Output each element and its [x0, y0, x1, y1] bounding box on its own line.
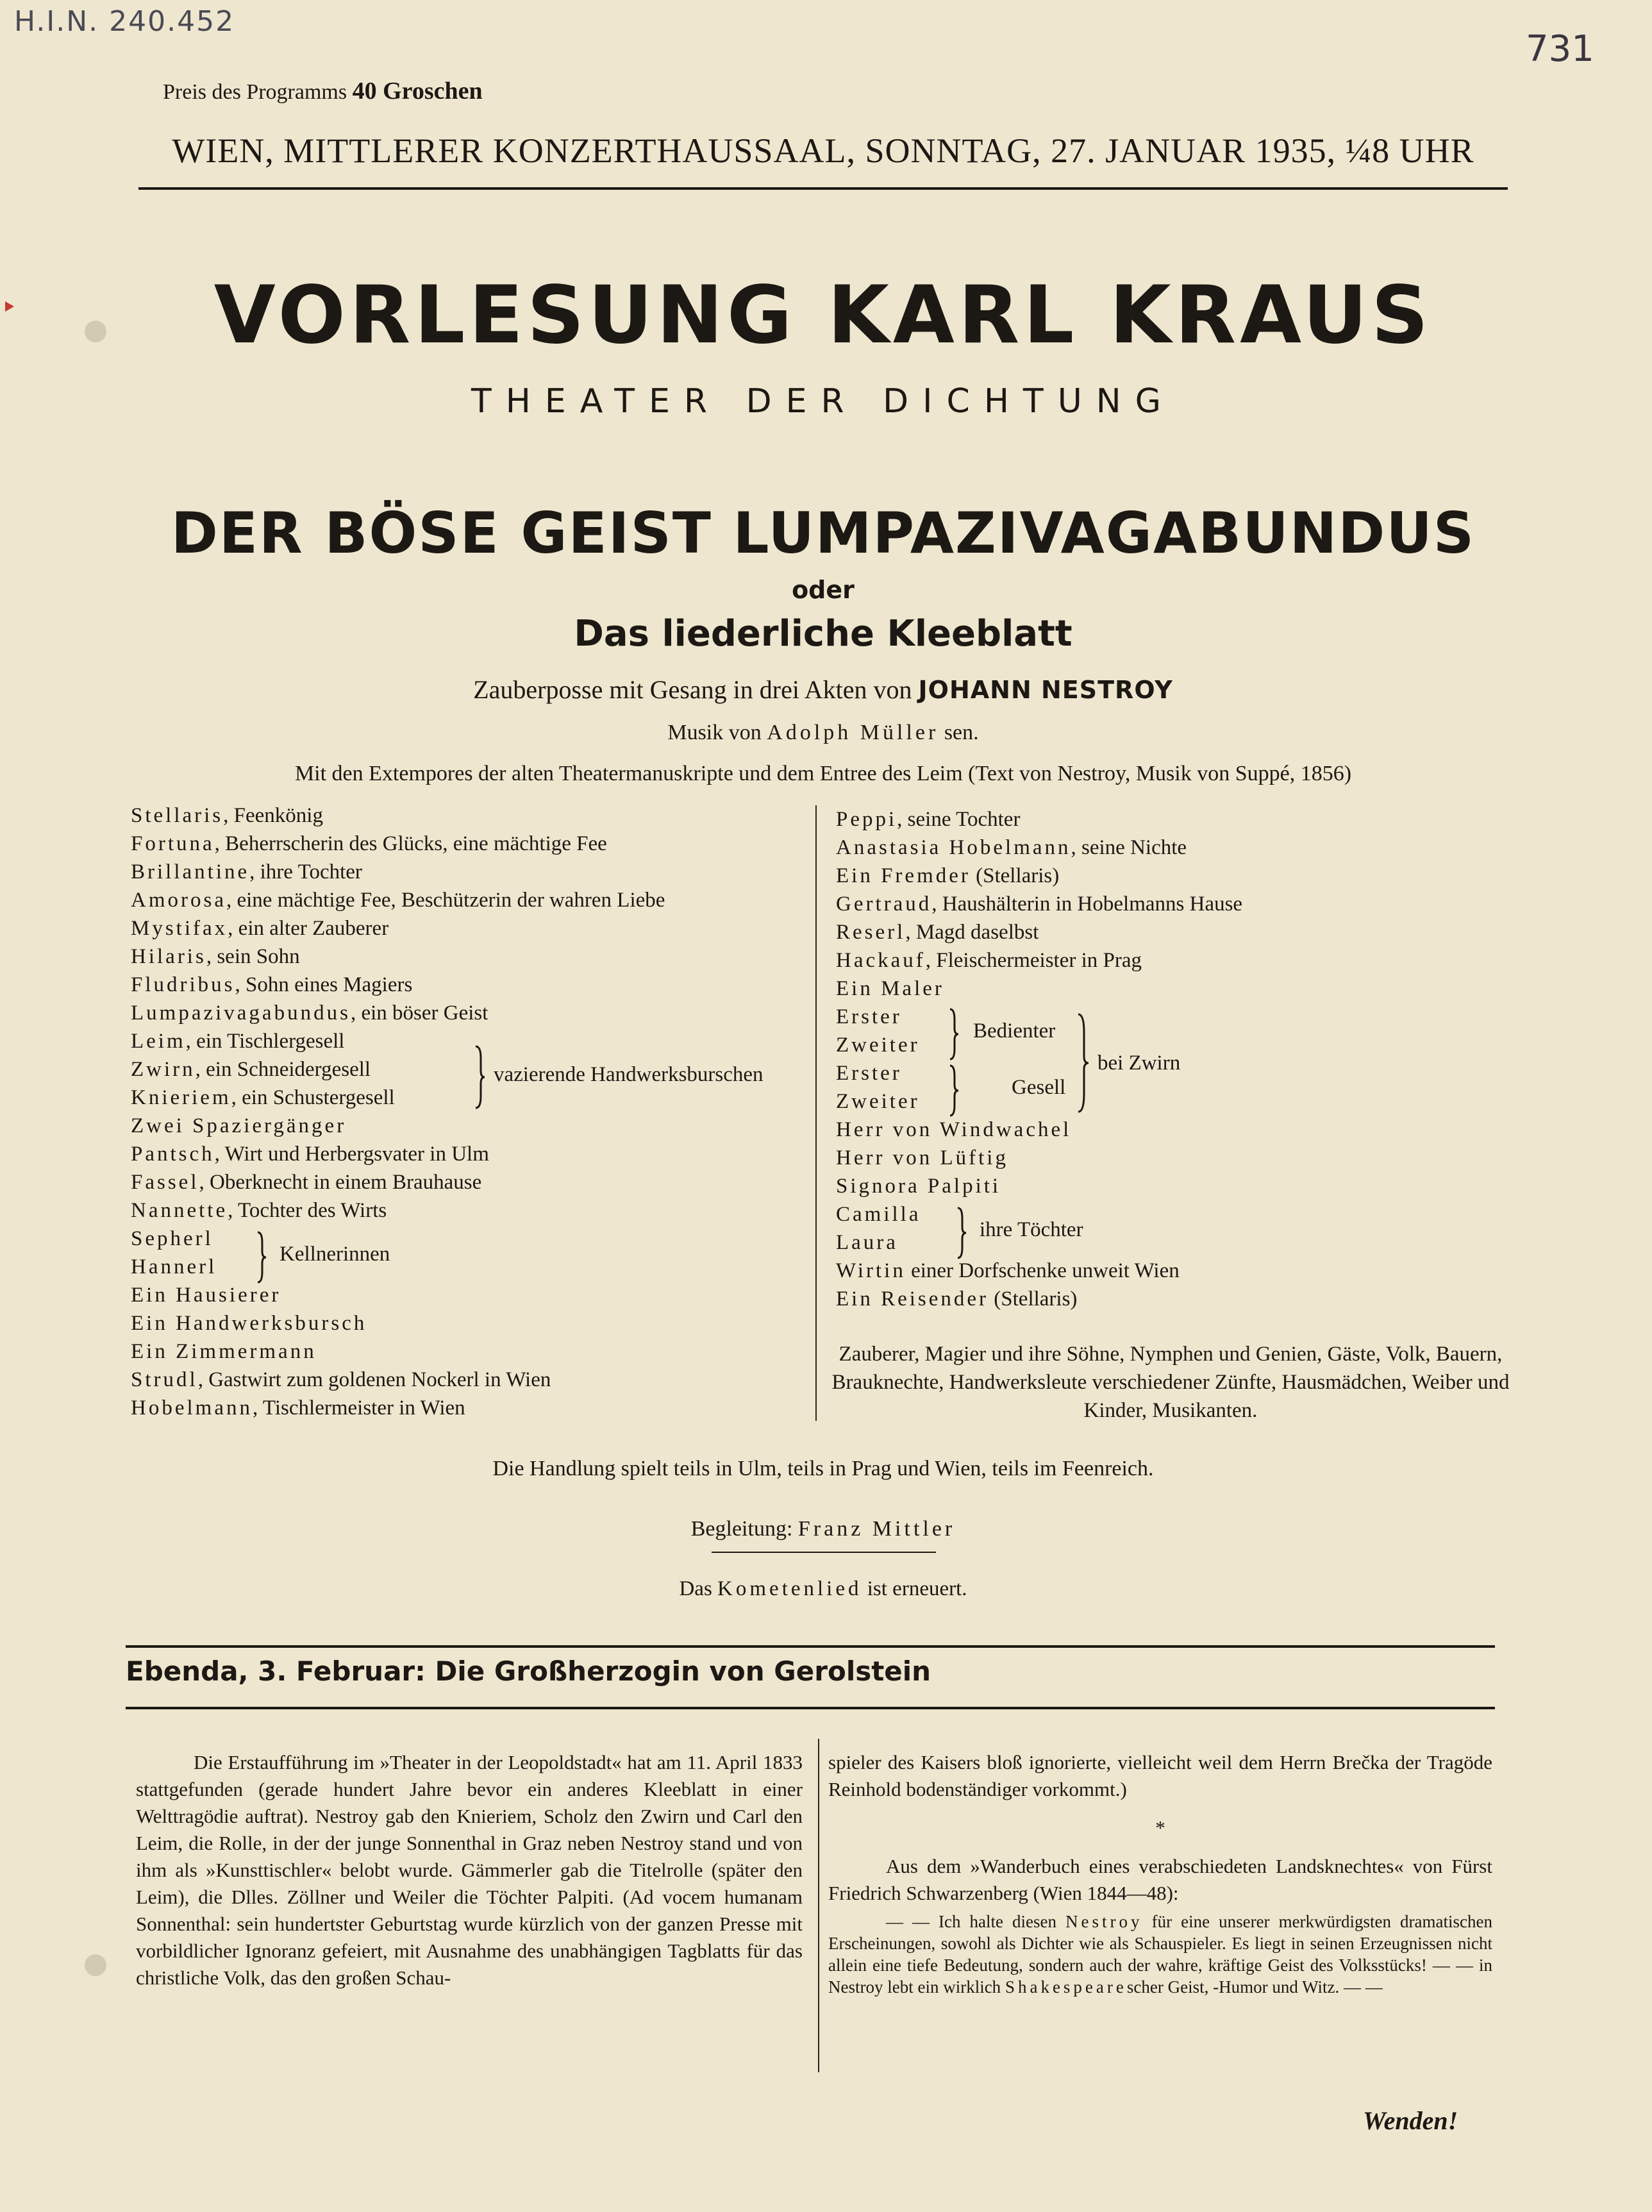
character-name: Ein Handwerksbursch [131, 1312, 367, 1335]
character-name: Amorosa [131, 889, 226, 912]
header-rule [138, 187, 1508, 190]
archive-shelfmark: H.I.N. 240.452 [14, 5, 235, 38]
character-role: , seine Tochter [897, 808, 1021, 831]
character-name: Ein Zimmermann [131, 1340, 317, 1363]
music-credit [138, 721, 1508, 745]
cast-entry [836, 862, 1242, 890]
character-role: , Feenkönig [223, 804, 323, 827]
cast-entry [131, 1084, 665, 1112]
character-role: , ein Tischlergesell [185, 1030, 345, 1053]
character-role: , ein alter Zauberer [228, 917, 389, 940]
section-rule [126, 1645, 1495, 1648]
character-name: Strudl [131, 1368, 198, 1391]
brace-at-zwirn [1077, 1013, 1089, 1113]
cast-entry [836, 1257, 1242, 1285]
price-value: 40 Groschen [352, 78, 483, 105]
group-daughters: ihre Töchter [980, 1218, 1083, 1241]
venue-line: WIEN, MITTLERER KONZERTHAUSSAAL, SONNTAG, 27. JANUAR 1935, ¼8 UHR [172, 131, 1474, 170]
character-role: einer Dorfschenke unweit Wien [905, 1259, 1180, 1282]
comet-word: Kometenlied [717, 1577, 862, 1600]
character-name: Lumpazivagabundus [131, 1001, 351, 1025]
quote-text [828, 1911, 1492, 1998]
cast-entry [131, 1337, 665, 1366]
character-role: , ein böser Geist [350, 1001, 488, 1025]
character-name: Wirtin [836, 1259, 906, 1282]
composer-suffix: sen. [944, 721, 979, 744]
group-waitresses: Kellnerinnen [280, 1243, 390, 1266]
character-name: Stellaris [131, 804, 224, 827]
character-role: (Stellaris) [989, 1287, 1078, 1311]
cast-entry [836, 805, 1242, 834]
character-name: Hilaris [131, 945, 206, 968]
cast-entry [131, 1196, 665, 1225]
turn-over-note: Wenden! [1363, 2106, 1458, 2135]
comet-prefix: Das [679, 1577, 712, 1600]
ensemble-list: Zauberer, Magier und ihre Söhne, Nymphen und Genien, Gäste, Volk, Bauern, Brauknechte, Handwerksleute verschiedener Zünfte, Hausmädchen, Weiber und Kinder, Musikanten. [831, 1343, 1510, 1422]
cast-entry [836, 1285, 1242, 1313]
play-subtitle: Das liederliche Kleeblatt [574, 613, 1072, 655]
character-name: Peppi [836, 808, 897, 831]
character-name: Fortuna [131, 832, 215, 855]
character-name: Ein Maler [836, 977, 944, 1000]
character-name: Anastasia Hobelmann [836, 836, 1071, 859]
character-name: Signora Palpiti [836, 1175, 1001, 1198]
character-role: , Tochter des Wirts [228, 1199, 387, 1222]
composer-name: Adolph Müller [767, 721, 939, 744]
character-name: Mystifax [131, 917, 228, 940]
cast-entry [836, 975, 1242, 1003]
character-name: Zweiter [836, 1034, 920, 1057]
series-title: THEATER DER DICHTUNG [471, 382, 1175, 421]
character-role: , seine Nichte [1071, 836, 1187, 859]
character-role: , sein Sohn [206, 945, 300, 968]
section-rule [126, 1707, 1495, 1709]
cast-entry [131, 971, 665, 999]
character-name: Camilla [836, 1203, 921, 1226]
next-event: Ebenda, 3. Februar: Die Großherzogin von Gerolstein [126, 1655, 931, 1687]
character-name: Herr von Windwachel [836, 1118, 1072, 1141]
group-servants: Bedienter [973, 1019, 1056, 1043]
genre-text: Zauberposse mit Gesang in drei Akten von [473, 675, 912, 704]
cast-entry [131, 1140, 665, 1168]
brace-waitresses [256, 1231, 267, 1284]
punch-hole [85, 321, 106, 342]
program-price [163, 77, 483, 105]
cast-entry [131, 1225, 665, 1253]
main-title: VORLESUNG KARL KRAUS [213, 269, 1433, 362]
character-name: Reserl [836, 921, 906, 944]
character-role: , ein Schustergesell [231, 1086, 395, 1109]
character-role: , ein Schneidergesell [195, 1058, 371, 1081]
character-name: Fassel [131, 1171, 199, 1194]
character-name: Erster [836, 1005, 902, 1028]
character-role: , Wirt und Herbergsvater in Ulm [214, 1143, 489, 1166]
character-name: Hannerl [131, 1255, 217, 1278]
character-name: Gertraud [836, 892, 932, 916]
character-name: Erster [836, 1062, 902, 1085]
cast-entry [836, 946, 1242, 975]
quote-part-c: scher Geist, -Humor und Witz. — — [1126, 1977, 1383, 1997]
character-role: , Gastwirt zum goldenen Nockerl in Wien [197, 1368, 551, 1391]
comet-suffix: ist erneuert. [867, 1577, 967, 1600]
brace-journeymen [474, 1045, 485, 1109]
cast-entry [836, 1172, 1242, 1200]
character-role: , ihre Tochter [249, 860, 362, 884]
character-name: Sepherl [131, 1227, 213, 1250]
quote-part-b: für eine unserer merkwürdigsten dramatischen Erscheinungen, sowohl als Dichter wie als Schauspieler. Es liegt in seinen Erzeugnissen nicht allein eine tiefe Bedeutung, sondern auch der wahre, kräftige Geist des Volksstücks! — — in Nestroy lebt ein wirklich [828, 1912, 1492, 1997]
accompaniment [138, 1517, 1508, 1541]
cast-entry [131, 1027, 665, 1055]
character-name: Hackauf [836, 949, 926, 972]
group-journeymen: vazierende Handwerksburschen [494, 1063, 763, 1086]
accompanist-name: Franz Mittler [797, 1517, 956, 1541]
author-name: JOHANN NESTROY [918, 676, 1173, 704]
character-name: Nannette [131, 1199, 228, 1222]
group-at-zwirn: bei Zwirn [1097, 1052, 1181, 1075]
short-rule [712, 1552, 936, 1553]
brace-daughters [956, 1207, 967, 1259]
cast-entry [131, 943, 665, 971]
cast-entry [836, 1116, 1242, 1144]
cast-entry [131, 1253, 665, 1281]
character-name: Leim [131, 1030, 186, 1053]
setting-note: Die Handlung spielt teils in Ulm, teils in Prag und Wien, teils im Feenreich. [492, 1457, 1154, 1480]
character-role: , Magd daselbst [905, 921, 1039, 944]
cast-entry [836, 834, 1242, 862]
cast-entry [131, 999, 665, 1027]
character-role: (Stellaris) [970, 864, 1060, 887]
cast-entry [131, 1112, 665, 1140]
accompaniment-label: Begleitung: [690, 1517, 793, 1541]
cast-entry [131, 1168, 665, 1196]
character-role: , Tischlermeister in Wien [252, 1396, 465, 1420]
character-name: Herr von Lüftig [836, 1146, 1008, 1169]
character-name: Pantsch [131, 1143, 215, 1166]
comet-note [138, 1577, 1508, 1601]
cast-entry [131, 858, 665, 886]
cast-entry [131, 1281, 665, 1309]
group-journeyman: Gesell [1012, 1076, 1066, 1099]
character-role: , Fleischermeister in Prag [925, 949, 1142, 972]
character-name: Brillantine [131, 860, 250, 884]
cast-entry [131, 1309, 665, 1337]
character-role: , eine mächtige Fee, Beschützerin der wahren Liebe [226, 889, 665, 912]
notes-left: Die Erstaufführung im »Theater in der Leopoldstadt« hat am 11. April 1833 stattgefunden (gerade hundert Jahre bevor ein anderes Kleeblatt in einer Welttragödie auftrat). Nestroy gab den Knieriem, Scholz den Zwirn und Carl den Leim, die Rolle, in der der junge Sonnenthal in Graz neben Nestroy stand und von ihm als »Kunsttischler« belobt wurde. Gämmerler gab die Titelrolle (später den Leim), die Dlles. Zöllner und Weiler die Töchter Palpiti. (Ad vocem humanam Sonnenthal: sein hundertster Geburtstag wurde kürzlich von der ganzen Presse mit vorbildlicher Ignoranz gefeiert, mit Ausnahme des unabhängigen Tagblatts für das christliche Volk, das den großen Schau- [136, 1751, 803, 1989]
character-name: Ein Hausierer [131, 1284, 281, 1307]
character-name: Zweiter [836, 1090, 920, 1113]
character-role: , Haushälterin in Hobelmanns Hause [931, 892, 1243, 916]
character-name: Zwei Spaziergänger [131, 1114, 347, 1137]
genre-line [138, 674, 1508, 705]
character-role: , Sohn eines Magiers [235, 973, 413, 996]
notes-right-continued: spieler des Kaisers bloß ignorierte, vielleicht weil dem Herrn Brečka der Tragöde Reinhold bodenständiger vorkommt.) [828, 1751, 1492, 1800]
character-name: Laura [836, 1231, 898, 1254]
character-name: Ein Fremder [836, 864, 971, 887]
cast-entry [836, 1144, 1242, 1172]
character-role: , Beherrscherin des Glücks, eine mächtige Fee [214, 832, 607, 855]
character-name: Zwirn [131, 1058, 196, 1081]
title-oder: oder [792, 576, 855, 604]
quote-nestroy: Nestroy [1065, 1912, 1143, 1931]
character-name: Ein Reisender [836, 1287, 989, 1311]
character-name: Fludribus [131, 973, 235, 996]
quote-shakespeare: Shakespeare [1005, 1977, 1127, 1997]
price-label: Preis des Programms [163, 80, 347, 104]
cast-entry [131, 1394, 665, 1422]
character-role: , Oberknecht in einem Brauhause [199, 1171, 482, 1194]
character-name: Knieriem [131, 1086, 231, 1109]
music-prefix: Musik von [667, 721, 762, 744]
notes-right [828, 1749, 1492, 1998]
cast-entry [836, 890, 1242, 918]
folio-number: 731 [1526, 28, 1594, 70]
brace-journeyman [949, 1064, 959, 1117]
cast-entry [131, 886, 665, 914]
red-marker-icon [5, 301, 14, 312]
punch-hole [85, 1954, 106, 1976]
cast-list-left [131, 801, 665, 1422]
quote-part-a: — — Ich halte diesen [886, 1912, 1057, 1931]
cast-entry [836, 918, 1242, 946]
cast-entry [131, 914, 665, 943]
cast-entry [131, 830, 665, 858]
brace-servants [949, 1008, 959, 1060]
asterisk-separator: * [1155, 1816, 1165, 1839]
cast-entry [131, 1366, 665, 1394]
extempores-note: Mit den Extempores der alten Theatermanuskripte und dem Entree des Leim (Text von Nestroy, Musik von Suppé, 1856) [294, 762, 1352, 785]
cast-column-divider [815, 805, 817, 1421]
quote-intro: Aus dem »Wanderbuch eines verabschiedeten Landsknechtes« von Fürst Friedrich Schwarzenberg (Wien 1844—48): [828, 1855, 1492, 1904]
cast-entry [131, 801, 665, 830]
notes-column-divider [818, 1739, 819, 2072]
character-name: Hobelmann [131, 1396, 253, 1420]
play-title: DER BÖSE GEIST LUMPAZIVAGABUNDUS [171, 500, 1476, 566]
